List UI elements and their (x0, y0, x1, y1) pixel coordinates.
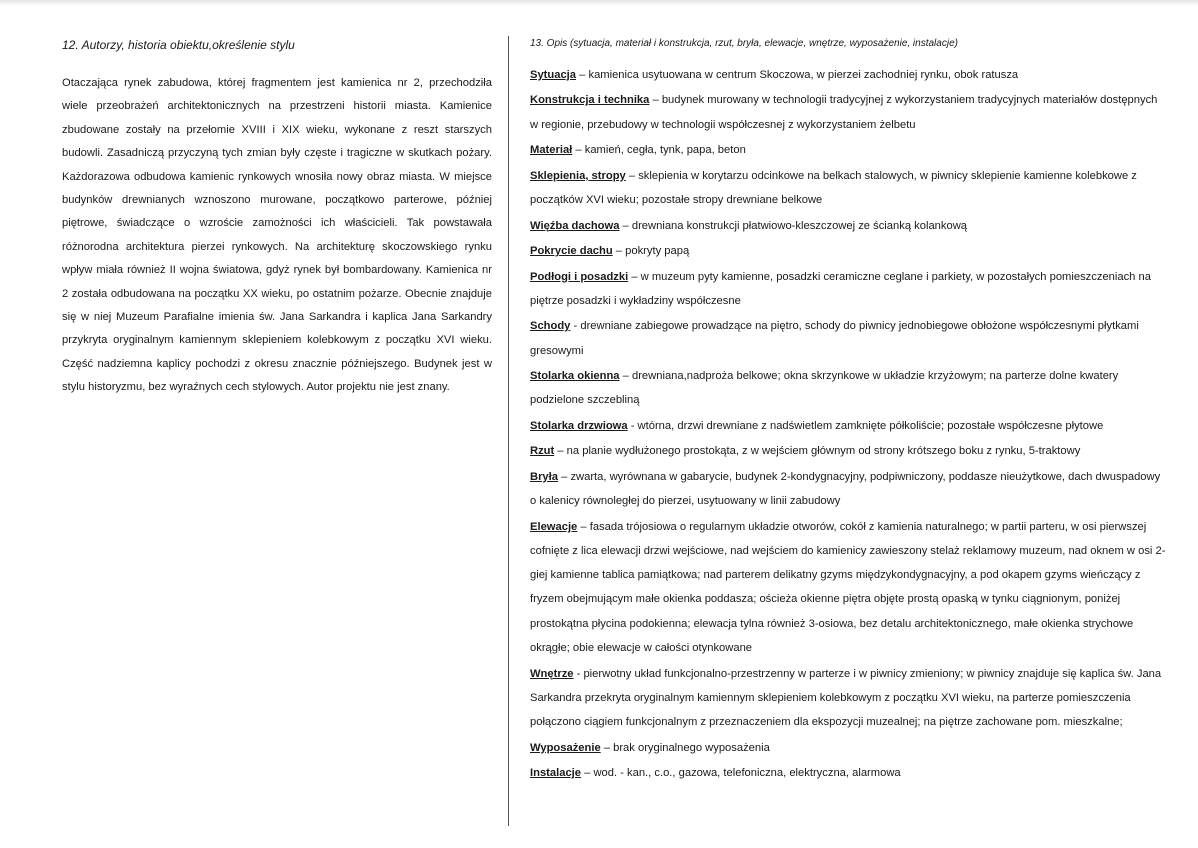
section-text: - drewniane zabiegowe prowadzące na piętro, schody do piwnicy jednobiegowe obłożone współczesnymi płytkami gresowymi (530, 320, 1139, 357)
section-text: - wtórna, drzwi drewniane z nadświetlem zamknięte półkoliście; pozostałe współczesne płytowe (627, 419, 1104, 432)
section-konstrukcja (530, 88, 1166, 137)
section-text: – drewniana,nadproża belkowe; okna skrzynkowe w układzie krzyżowym; na parterze dolne kwatery podzielone szczebliną (530, 370, 1119, 407)
section-text: – w muzeum pyty kamienne, posadzki ceramiczne ceglane i parkiety, w pozostałych pomieszczeniach na piętrze posadzki i wykładziny współczesne (530, 270, 1151, 307)
section-text: – pokryty papą (612, 245, 690, 258)
section-label: Schody (530, 320, 571, 333)
section-label: Stolarka drzwiowa (530, 419, 628, 432)
section-text: – wod. - kan., c.o., gazowa, telefoniczna, elektryczna, alarmowa (581, 767, 901, 780)
left-column (62, 38, 492, 400)
section-wiezba (530, 214, 1166, 238)
section-text: – kamienica usytuowana w centrum Skoczowa, w pierzei zachodniej rynku, obok ratusza (576, 69, 1019, 81)
section-text: – zwarta, wyrównana w gabarycie, budynek 2-kondygnacyjny, podpiwniczony, poddasze nieużytkowe, dach dwuspadowy o kalenicy równoległej do pierzei, usytuowany w linii zabudowy (530, 470, 1161, 508)
section-label: Wyposażenie (530, 741, 601, 754)
section-bryla (530, 465, 1166, 514)
scan-top-edge (0, 0, 1198, 6)
section-text: – brak oryginalnego wyposażenia (600, 741, 770, 754)
section-12-body: Otaczająca rynek zabudowa, której fragmentem jest kamienica nr 2, przechodziła wiele przeobrażeń architektonicznych na przestrzeni historii miasta. Kamienice zbudowane zostały na przełomie XVIII i XIX wieku, wykonane z reszt starszych budowli. Zasadniczą przyczyną tych zmian były częste i tragiczne w skutkach pożary. Każdorazowa odbudowa kamienic rynkowych wnosiła nowy obraz miasta. W miejsce budynków drewnianych wznoszono murowane, początkowo parterowe, później piętrowe, świadczące o wzroście zamożności ich właścicieli. Tak powstawała różnorodna architektura pierzei rynkowych. Na architekturę skoczowskiego rynku wpływ miała również II wojna światowa, gdyż rynek był bombardowany. Kamienica nr 2 została odbudowana na początku XX wieku, po ostatnim pożarze. Obecnie znajduje się w niej Muzeum Parafialne imienia św. Jana Sarkandra i kaplica Jana Sarkandry przykryta oryginalnym kamiennym sklepieniem kolebkowym z początku XVI wieku. Część nadziemna kaplicy pochodzi z okresu znacznie późniejszego. Budynek jest w stylu historyzmu, bez wyraźnych cech stylowych. Autor projektu nie jest znany. (62, 77, 492, 394)
section-rzut (530, 439, 1166, 463)
section-text: – drewniana konstrukcji płatwiowo-kleszczowej ze ścianką kolankową (619, 219, 968, 232)
section-label: Więźba dachowa (530, 219, 620, 232)
section-material (530, 138, 1166, 162)
section-text: – budynek murowany w technologii tradycyjnej z wykorzystaniem tradycyjnych materiałów dostępnych w regionie, przebudowy w technologii współczesnej z wykorzystaniem żelbetu (530, 94, 1158, 131)
section-label: Podłogi i posadzki (530, 270, 629, 283)
section-label: Sklepienia, stropy (530, 169, 626, 182)
section-instalacje (530, 761, 1166, 785)
section-text: - pierwotny układ funkcjonalno-przestrzenny w parterze i w piwnicy zmieniony; w piwnicy znajduje się kaplica św. Jana Sarkandra przekryta oryginalnym kamiennym sklepieniem kolebkowym z początku XVI wieku, na parterze pomieszczenia połączono ciągiem funkcjonalnym z przeznaczeniem dla ekspozycji muzealnej; na piętrze zachowane pom. mieszkalne; (530, 667, 1162, 729)
section-elewacje (530, 515, 1166, 661)
section-label: Konstrukcja i technika (530, 94, 650, 107)
column-divider (508, 36, 509, 826)
section-text: – kamień, cegła, tynk, papa, beton (572, 144, 746, 157)
section-label: Sytuacja (530, 69, 577, 81)
right-column (530, 38, 1166, 787)
section-text: – sklepienia w korytarzu odcinkowe na belkach stalowych, w piwnicy sklepienie kamienne kolebkowe z początków XVI wieku; pozostałe stropy drewniane belkowe (530, 169, 1137, 207)
section-label: Stolarka okienna (530, 370, 620, 383)
section-13-heading: 13. Opis (sytuacja, materiał i konstrukcja, rzut, bryła, elewacje, wnętrze, wyposażenie, instalacje) (530, 38, 958, 49)
section-sklepienia (530, 164, 1166, 213)
section-sytuacja (530, 63, 1166, 87)
section-label: Elewacje (530, 520, 578, 533)
section-text: – na planie wydłużonego prostokąta, z w wejściem głównym od strony krótszego boku z rynku, 5-traktowy (554, 445, 1081, 458)
section-schody (530, 314, 1166, 363)
section-text: – fasada trójosiowa o regularnym układzie otworów, cokół z kamienia naturalnego; w partii parteru, w osi pierwszej cofnięte z lica elewacji drzwi wejściowe, nad wejściem do kamienicy zawieszony stelaż reklamowy muzeum, nad oknem w osi 2-giej kamienne tablica pamiątkowa; nad parterem delikatny gzyms międzykondygnacyjny, a pod okapem gzyms wieńczący z fryzem obejmującym małe okienka poddasza; ościeża okienne piętra objęte prostą opaską w tynku ciągnionym, poniżej prostokątna płycina podokienna; elewacja tylna również 3-osiowa, bez detalu architektonicznego, małe okienka strychowe okrągłe; obie elewacje w całości otynkowane (530, 520, 1166, 655)
section-stolarka-okienna (530, 364, 1166, 413)
section-label: Rzut (530, 445, 555, 458)
section-label: Pokrycie dachu (530, 245, 613, 258)
section-12-heading: 12. Autorzy, historia obiektu,określenie stylu (62, 38, 295, 52)
section-wnetrze (530, 662, 1166, 735)
section-label: Materiał (530, 144, 573, 157)
section-label: Bryła (530, 470, 558, 483)
section-wyposazenie (530, 736, 1166, 760)
section-pokrycie (530, 239, 1166, 263)
section-label: Instalacje (530, 767, 581, 780)
section-label: Wnętrze (530, 667, 574, 680)
section-stolarka-drzwiowa (530, 414, 1166, 438)
section-podlogi (530, 265, 1166, 314)
